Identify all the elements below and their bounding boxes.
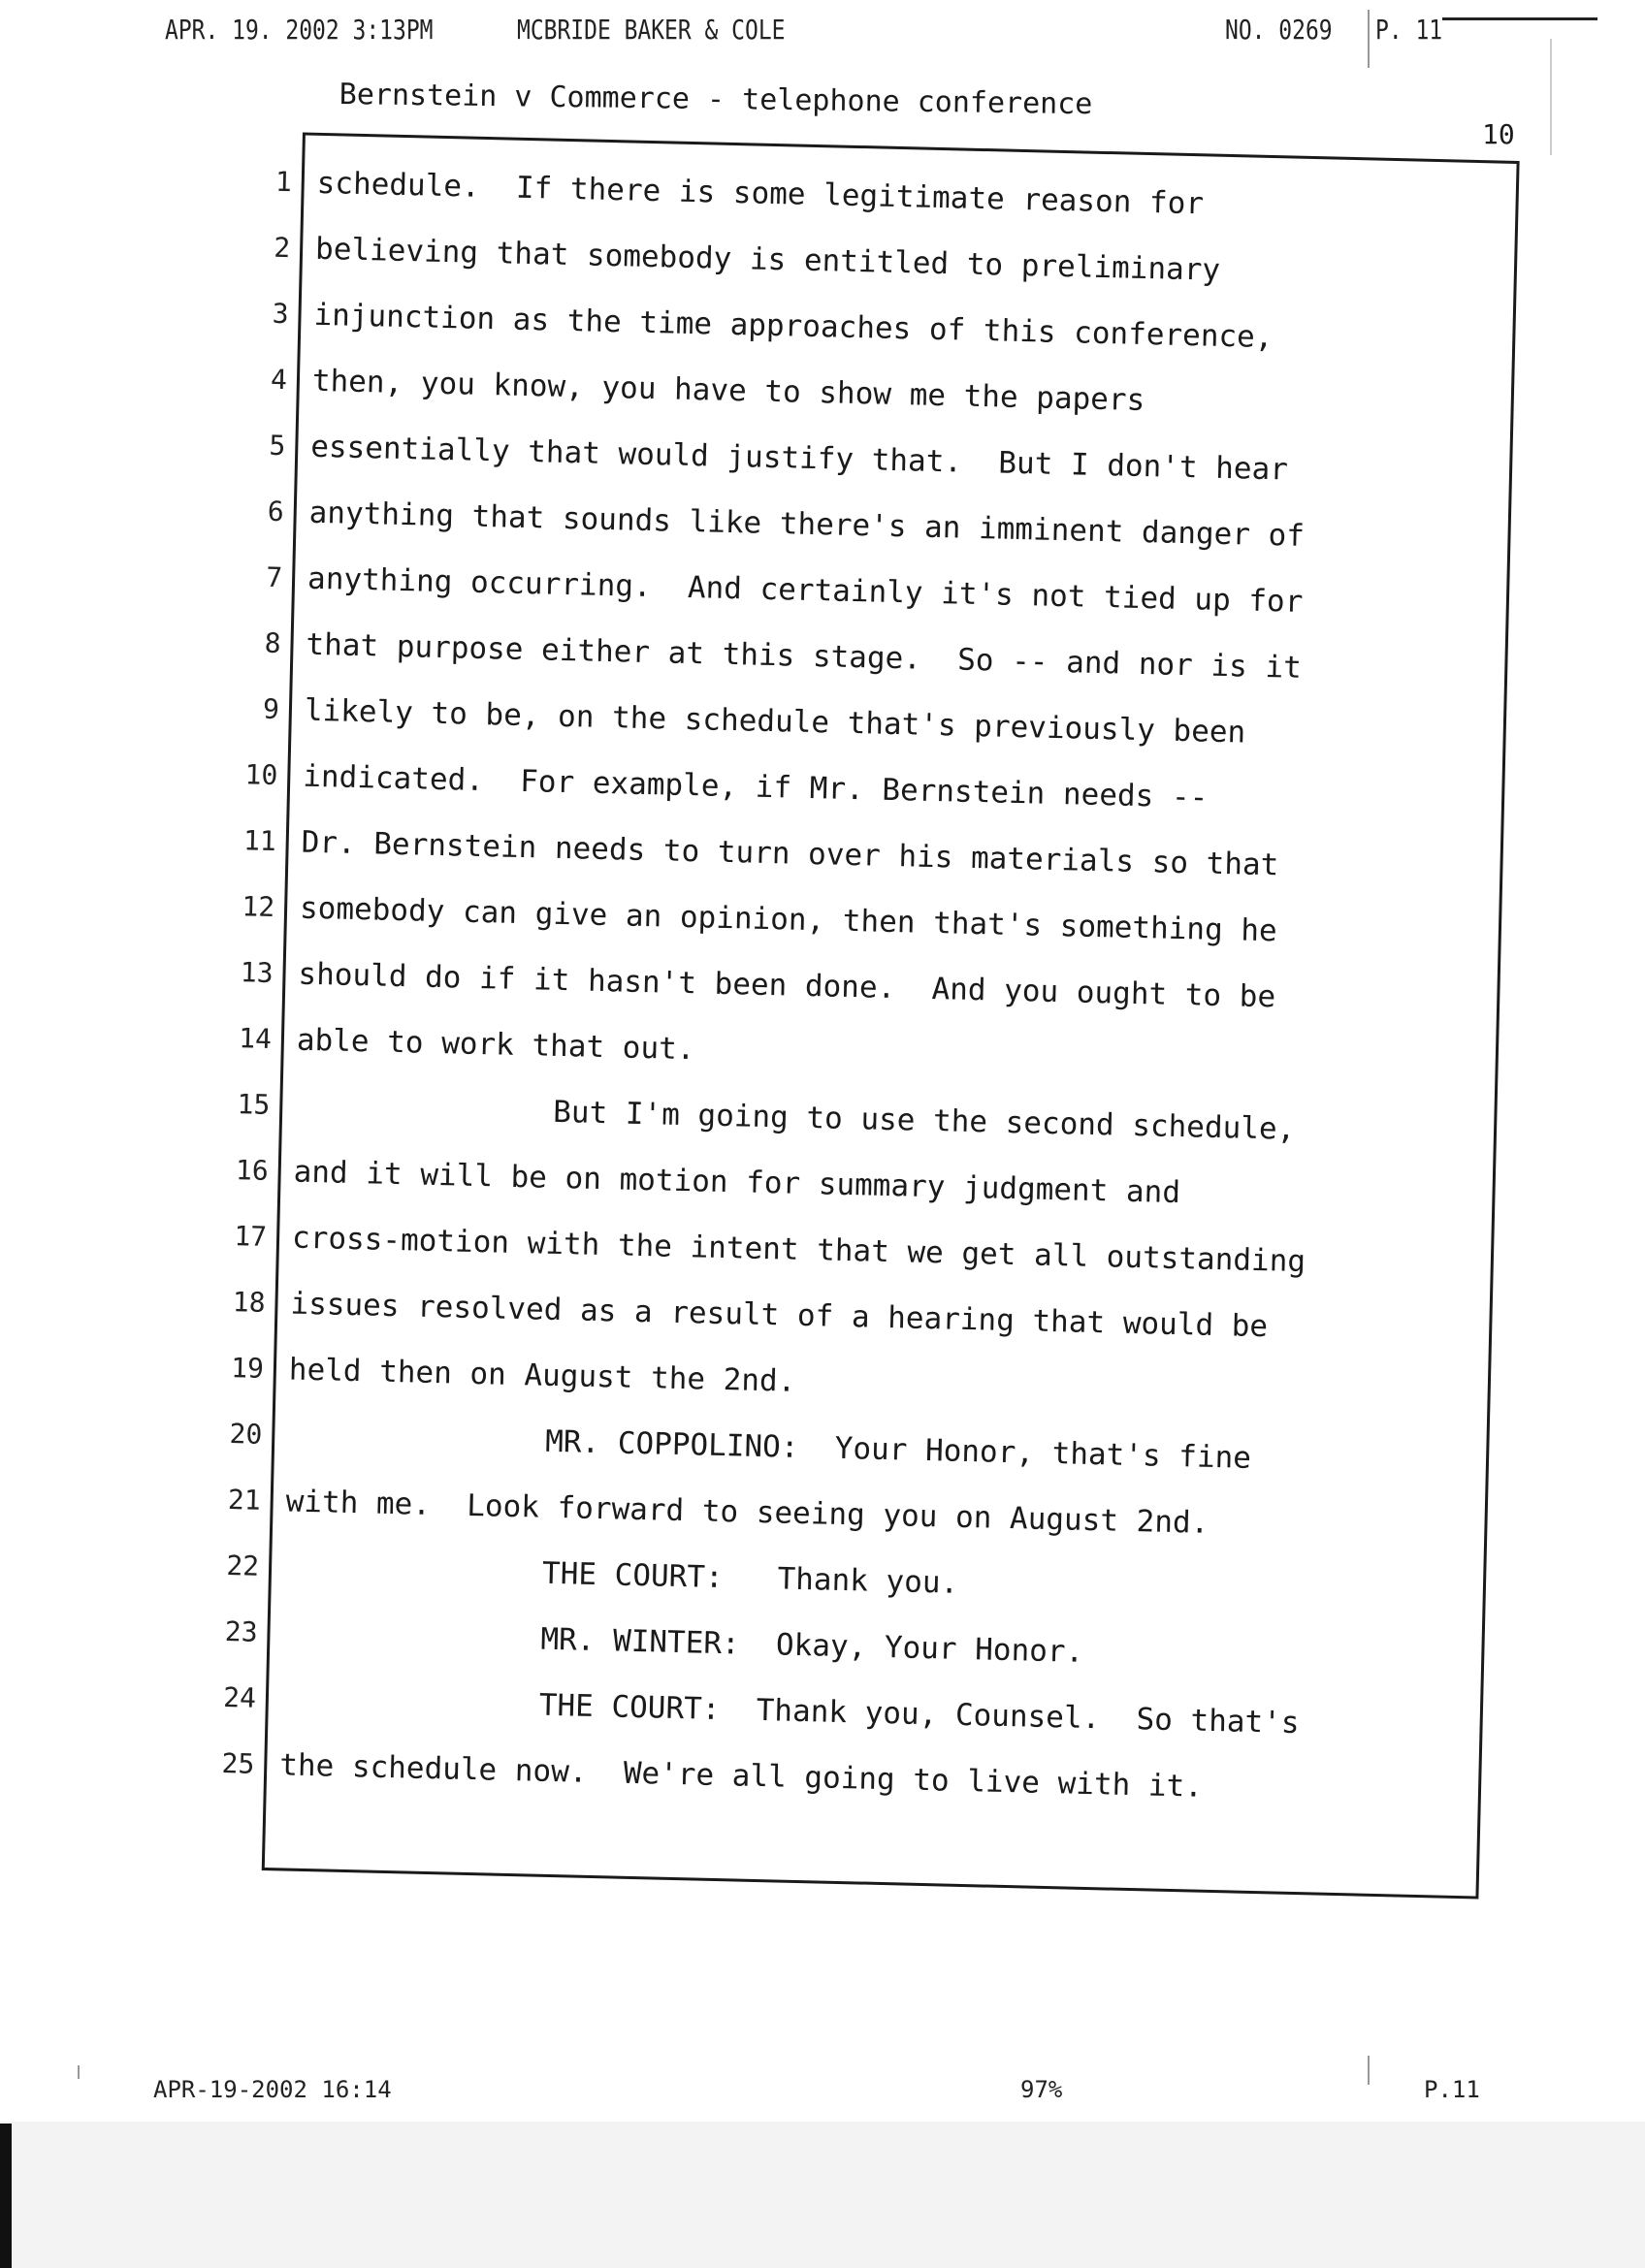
line-text: MR. COPPOLINO: Your Honor, that's fine	[544, 1423, 1252, 1476]
fax-header-number: NO. 0269	[1225, 14, 1333, 46]
line-text: somebody can give an opinion, then that's something he	[299, 890, 1278, 949]
line-text: issues resolved as a result of a hearing that would be	[290, 1286, 1269, 1345]
line-text: cross-motion with the intent that we get all outstanding	[291, 1220, 1306, 1280]
line-number: 19	[230, 1352, 265, 1385]
fax-header-datetime: APR. 19. 2002 3:13PM	[165, 14, 434, 46]
line-text: then, you know, you have to show me the papers	[311, 363, 1145, 418]
line-text: likely to be, on the schedule that's previously been	[304, 692, 1246, 751]
line-number: 12	[242, 890, 275, 923]
line-text: and it will be on motion for summary judgment and	[293, 1154, 1181, 1211]
line-text: that purpose either at this stage. So -- and nor is it	[306, 626, 1303, 686]
line-text: MR. WINTER: Okay, Your Honor.	[540, 1621, 1084, 1670]
line-number: 14	[238, 1022, 273, 1055]
line-text: able to work that out.	[296, 1022, 695, 1068]
line-text: anything that sounds like there's an imminent danger of	[308, 495, 1306, 554]
line-number: 10	[244, 758, 278, 792]
fax-header-page: P. 11	[1375, 14, 1443, 46]
page-number: 10	[1482, 118, 1515, 150]
scan-artifact	[1368, 2056, 1370, 2085]
line-number: 5	[269, 429, 286, 463]
transcript-page	[202, 131, 1533, 1901]
line-text: THE COURT: Thank you, Counsel. So that's	[538, 1687, 1300, 1741]
line-text: schedule. If there is some legitimate reason for	[316, 165, 1205, 222]
line-text: anything occurring. And certainly it's not tied up for	[306, 560, 1304, 620]
line-number: 11	[242, 824, 277, 858]
line-text: the schedule now. We're all going to live with it.	[278, 1747, 1204, 1805]
fax-footer-percent: 97%	[1020, 2076, 1063, 2103]
line-text: Dr. Bernstein needs to turn over his materials so that	[301, 824, 1279, 883]
scan-artifact	[1550, 39, 1552, 155]
line-number: 8	[264, 626, 281, 660]
line-number: 23	[224, 1615, 258, 1648]
line-text: essentially that would justify that. But I don't hear	[309, 429, 1289, 488]
line-text: should do if it hasn't been done. And you ought to be	[298, 956, 1276, 1015]
line-number: 6	[267, 495, 285, 528]
line-text: injunction as the time approaches of this conference,	[313, 297, 1274, 356]
fax-header-firm: MCBRIDE BAKER & COLE	[517, 14, 786, 46]
line-number: 22	[226, 1549, 260, 1582]
line-number: 13	[240, 956, 274, 989]
line-text: believing that somebody is entitled to preliminary	[314, 231, 1221, 288]
line-text: held then on August the 2nd.	[288, 1352, 796, 1399]
case-title: Bernstein v Commerce - telephone conference	[339, 78, 1093, 122]
line-number: 17	[234, 1220, 268, 1253]
line-text: But I'm going to use the second schedule,	[552, 1094, 1296, 1147]
line-number: 3	[272, 297, 289, 331]
line-number: 25	[221, 1746, 255, 1780]
header-rule	[1442, 17, 1597, 20]
line-number: 15	[237, 1088, 271, 1121]
line-number: 20	[229, 1418, 263, 1451]
line-number: 21	[227, 1484, 262, 1517]
line-number: 1	[274, 165, 293, 199]
line-text: THE COURT: Thank you.	[541, 1555, 959, 1601]
scan-bottom-edge	[0, 2124, 12, 2268]
line-number: 2	[273, 231, 291, 265]
scan-artifact	[78, 2065, 80, 2079]
line-number: 9	[262, 692, 280, 726]
scan-bottom-band	[0, 2122, 1645, 2268]
fax-footer-datetime: APR-19-2002 16:14	[153, 2076, 392, 2103]
line-number: 16	[235, 1154, 270, 1187]
line-number: 18	[232, 1286, 266, 1319]
fax-footer-page: P.11	[1424, 2076, 1480, 2103]
line-number: 4	[270, 363, 288, 397]
line-number: 24	[222, 1680, 257, 1714]
line-text: with me. Look forward to seeing you on August 2nd.	[285, 1484, 1210, 1541]
line-text: indicated. For example, if Mr. Bernstein needs --	[302, 758, 1209, 815]
line-number: 7	[265, 560, 283, 594]
scan-artifact	[1368, 10, 1370, 68]
